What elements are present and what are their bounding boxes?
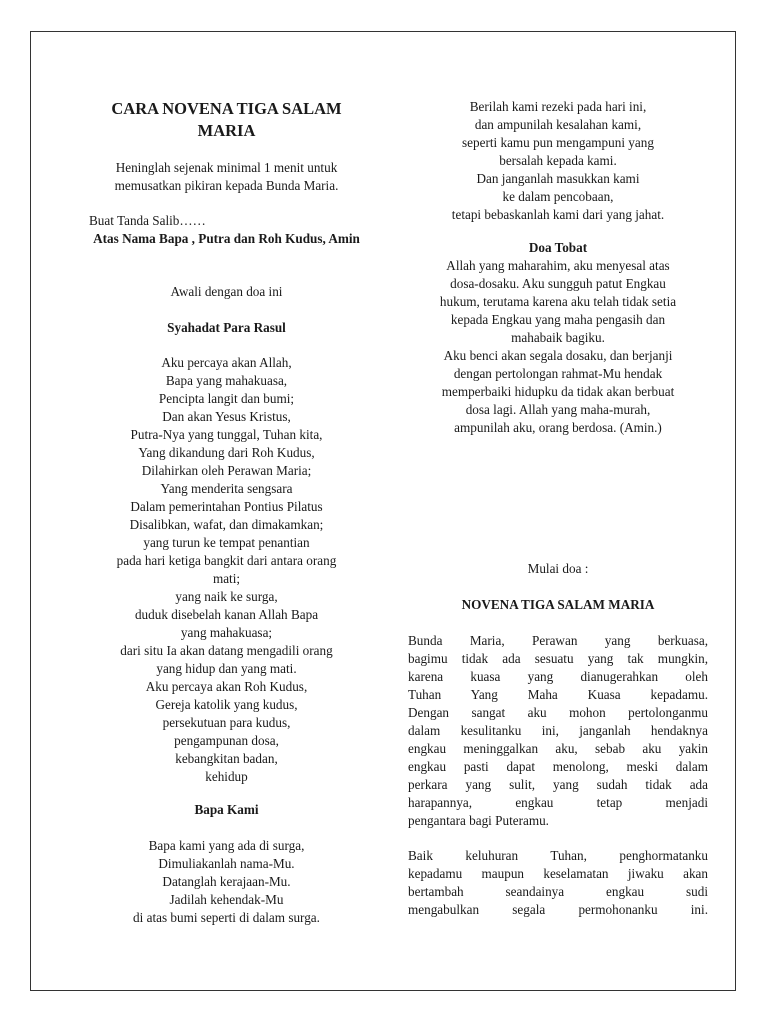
- novena-line: dalam kesulitanku ini, janganlah hendaknya: [408, 723, 708, 738]
- novena-paragraph-2: [408, 847, 708, 919]
- novena-line: harapannya, engkau tetap menjadi: [408, 795, 708, 810]
- novena-title: NOVENA TIGA SALAM MARIA: [461, 597, 655, 612]
- creed-line: Pencipta langit dan bumi;: [158, 391, 295, 406]
- novena-line: karena kuasa yang dianugerahkan oleh: [408, 669, 708, 684]
- contrition-line: Aku benci akan segala dosaku, dan berjanji: [443, 348, 673, 363]
- lord-prayer-line: Datanglah kerajaan-Mu.: [162, 874, 291, 889]
- lord-prayer-line: di atas bumi seperti di dalam surga.: [133, 910, 320, 925]
- lord-prayer-line: bersalah kepada kami.: [499, 153, 617, 168]
- novena-line: engkau meninggalkan aku, sebab aku yakin: [408, 741, 708, 756]
- lord-prayer-line: ke dalam pencobaan,: [502, 189, 614, 204]
- lord-prayer-line: Bapa kami yang ada di surga,: [148, 838, 305, 853]
- novena-line: kepadamu maupun keselamatan jiwaku akan: [408, 866, 708, 881]
- novena-line: Tuhan Yang Maha Kuasa kepadamu.: [408, 687, 708, 702]
- creed-line: Yang menderita sengsara: [160, 481, 293, 496]
- creed-line: persekutuan para kudus,: [162, 715, 291, 730]
- creed-line: Yang dikandung dari Roh Kudus,: [138, 445, 315, 460]
- creed-line: kehidup: [205, 769, 248, 784]
- intro-text: Heninglah sejenak minimal 1 menit untuk memusatkan pikiran kepada Bunda Maria.: [114, 160, 339, 193]
- begin-text: Awali dengan doa ini: [170, 284, 283, 299]
- creed-line: Bapa yang mahakuasa,: [165, 373, 288, 388]
- document-page: [30, 31, 736, 991]
- lord-prayer-line: tetapi bebaskanlah kami dari yang jahat.: [451, 207, 665, 222]
- lord-prayer-continued-text: [408, 98, 708, 224]
- creed-title: Syahadat Para Rasul: [167, 320, 286, 335]
- creed-line: pada hari ketiga bangkit dari antara orang: [116, 553, 337, 568]
- lord-prayer-text: [89, 837, 364, 927]
- start-prayer-text: Mulai doa :: [527, 561, 589, 576]
- lord-prayer-line: Dimuliakanlah nama-Mu.: [158, 856, 295, 871]
- creed-text: [89, 354, 364, 786]
- creed-line: Aku percaya akan Allah,: [161, 355, 292, 370]
- lord-prayer-line: seperti kamu pun mengampuni yang: [462, 135, 654, 150]
- creed-line: Gereja katolik yang kudus,: [155, 697, 298, 712]
- creed-line: yang mahakuasa;: [180, 625, 273, 640]
- creed-line: kebangkitan badan,: [175, 751, 278, 766]
- contrition-line: dosa-dosaku. Aku sungguh patut Engkau: [450, 276, 666, 291]
- novena-line: mengabulkan segala permohonanku ini.: [408, 902, 708, 917]
- contrition-line: mahabaik bagiku.: [511, 330, 605, 345]
- contrition-line: dengan pertolongan rahmat-Mu hendak: [453, 366, 663, 381]
- novena-line: perkara yang sulit, yang sudah tidak ada: [408, 777, 708, 792]
- creed-line: Putra-Nya yang tunggal, Tuhan kita,: [130, 427, 323, 442]
- novena-line: Bunda Maria, Perawan yang berkuasa,: [408, 633, 708, 648]
- contrition-line: dosa lagi. Allah yang maha-murah,: [465, 402, 651, 417]
- lord-prayer-line: Dan janganlah masukkan kami: [476, 171, 640, 186]
- contrition-line: Allah yang maharahim, aku menyesal atas: [446, 258, 670, 273]
- contrition-title: Doa Tobat: [528, 240, 588, 255]
- creed-line: pengampunan dosa,: [174, 733, 279, 748]
- contrition-text: [408, 257, 708, 437]
- creed-line: Dilahirkan oleh Perawan Maria;: [141, 463, 312, 478]
- creed-line: Dalam pemerintahan Pontius Pilatus: [130, 499, 323, 514]
- novena-line: bertambah seandainya engkau sudi: [408, 884, 708, 899]
- creed-line: Dan akan Yesus Kristus,: [162, 409, 291, 424]
- creed-line: duduk disebelah kanan Allah Bapa: [134, 607, 319, 622]
- lord-prayer-title: Bapa Kami: [194, 802, 259, 817]
- creed-line: mati;: [212, 571, 241, 586]
- lord-prayer-line: dan ampunilah kesalahan kami,: [474, 117, 642, 132]
- novena-line: Baik keluhuran Tuhan, penghormatanku: [408, 848, 708, 863]
- creed-line: dari situ Ia akan datang mengadili orang: [120, 643, 333, 658]
- sign-of-cross-text: Buat Tanda Salib……: [89, 213, 206, 228]
- contrition-line: memperbaiki hidupku da tidak akan berbuat: [441, 384, 675, 399]
- novena-line: engkau pasti dapat menolong, meski dalam: [408, 759, 708, 774]
- document-title: CARA NOVENA TIGA SALAM MARIA: [111, 99, 342, 140]
- novena-line: pengantara bagi Puteramu.: [408, 813, 549, 828]
- contrition-line: hukum, terutama karena aku telah tidak setia: [439, 294, 677, 309]
- in-name-text: Atas Nama Bapa , Putra dan Roh Kudus, Amin: [93, 231, 360, 246]
- lord-prayer-line: Jadilah kehendak-Mu: [169, 892, 284, 907]
- creed-line: yang hidup dan yang mati.: [156, 661, 297, 676]
- novena-paragraph-1: [408, 632, 708, 830]
- creed-line: Aku percaya akan Roh Kudus,: [145, 679, 308, 694]
- creed-line: yang turun ke tempat penantian: [143, 535, 310, 550]
- contrition-line: ampunilah aku, orang berdosa. (Amin.): [454, 420, 662, 435]
- creed-line: yang naik ke surga,: [175, 589, 278, 604]
- novena-line: Dengan sangat aku mohon pertolonganmu: [408, 705, 708, 720]
- lord-prayer-line: Berilah kami rezeki pada hari ini,: [469, 99, 647, 114]
- creed-line: Disalibkan, wafat, dan dimakamkan;: [129, 517, 324, 532]
- novena-line: bagimu tidak ada sesuatu yang tak mungkin,: [408, 651, 708, 666]
- contrition-line: kepada Engkau yang maha pengasih dan: [450, 312, 666, 327]
